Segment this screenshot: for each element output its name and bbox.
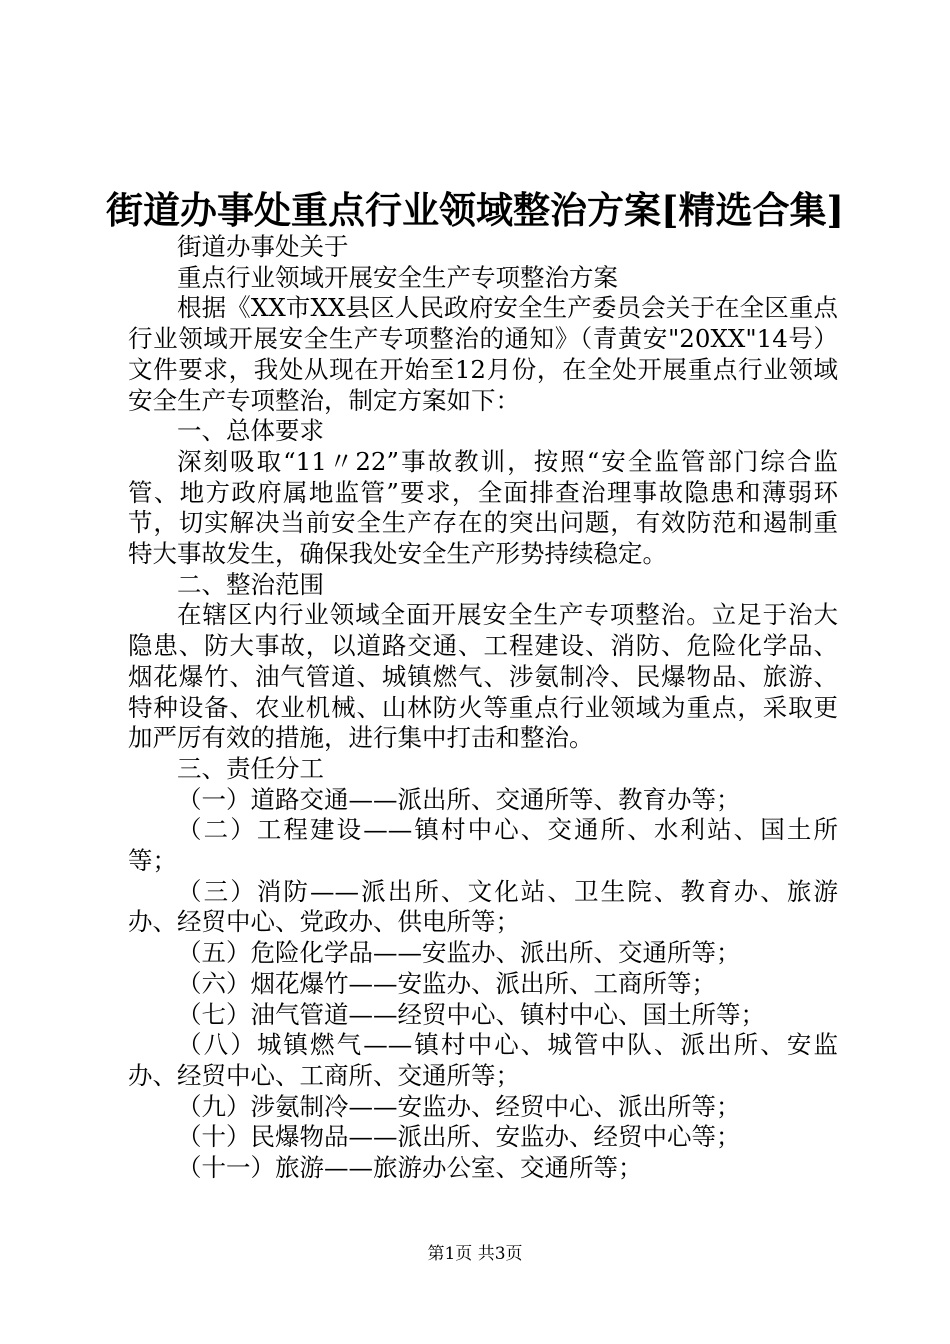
responsibility-item: （八）城镇燃气——镇村中心、城管中队、派出所、安监办、经贸中心、工商所、交通所等； — [128, 1030, 838, 1090]
responsibility-item: （二）工程建设——镇村中心、交通所、水利站、国土所等； — [128, 815, 838, 876]
document-body — [128, 232, 838, 1184]
responsibility-item: （十）民爆物品——派出所、安监办、经贸中心等； — [177, 1122, 741, 1152]
responsibility-item: （七）油气管道——经贸中心、镇村中心、国土所等； — [177, 999, 765, 1029]
paragraph-heading-line-2: 重点行业领域开展安全生产专项整治方案 — [177, 262, 618, 292]
responsibility-item: （三）消防——派出所、文化站、卫生院、教育办、旅游办、经贸中心、党政办、供电所等； — [128, 876, 838, 937]
section-heading-scope: 二、整治范围 — [177, 569, 324, 599]
responsibility-item: （十一）旅游——旅游办公室、交通所等； — [177, 1153, 643, 1183]
section-heading-responsibilities: 三、责任分工 — [177, 753, 324, 783]
responsibility-item: （九）涉氨制冷——安监办、经贸中心、派出所等； — [177, 1091, 741, 1121]
responsibility-item: （六）烟花爆竹——安监办、派出所、工商所等； — [177, 968, 716, 998]
paragraph-general-requirements: 深刻吸取“11〃22”事故教训，按照“安全监管部门综合监管、地方政府属地监管”要求，全面排查治理事故隐患和薄弱环节，切实解决当前安全生产存在的突出问题，有效防范和遏制重特大事故发生，确保我处安全生产形势持续稳定。 — [128, 446, 838, 569]
document-title: 街道办事处重点行业领域整治方案[精选合集] — [105, 188, 844, 232]
section-heading-general-requirements: 一、总体要求 — [177, 416, 324, 446]
page-number-footer: 第1页 共3页 — [427, 1244, 523, 1264]
paragraph-intro: 根据《XX市XX县区人民政府安全生产委员会关于在全区重点行业领域开展安全生产专项整治的通知》（青黄安"20XX"14号）文件要求，我处从现在开始至12月份，在全处开展重点行业领域安全生产专项整治，制定方案如下： — [128, 293, 838, 415]
paragraph-heading-line-1: 街道办事处关于 — [177, 232, 349, 261]
responsibility-item: （一）道路交通——派出所、交通所等、教育办等； — [177, 784, 741, 814]
paragraph-scope: 在辖区内行业领域全面开展安全生产专项整治。立足于治大隐患、防大事故，以道路交通、工程建设、消防、危险化学品、烟花爆竹、油气管道、城镇燃气、涉氨制冷、民爆物品、旅游、特种设备、农业机械、山林防火等重点行业领域为重点，采取更加严厉有效的措施，进行集中打击和整治。 — [128, 600, 838, 753]
responsibility-item: （五）危险化学品——安监办、派出所、交通所等； — [177, 938, 741, 968]
